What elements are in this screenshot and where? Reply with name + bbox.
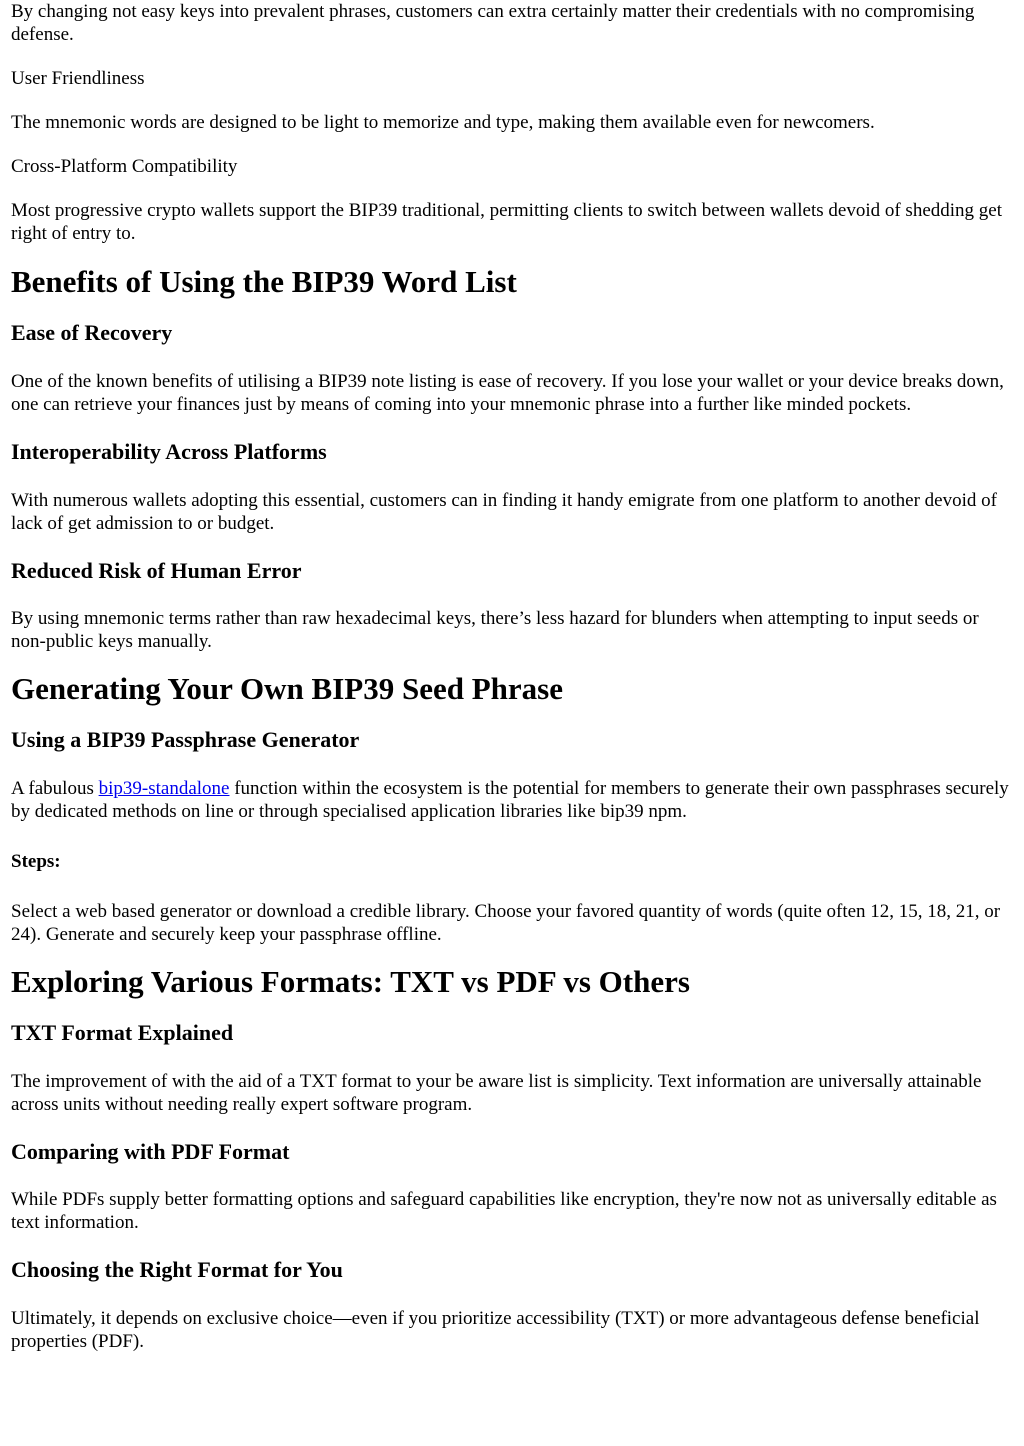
choosing-format-heading: Choosing the Right Format for You — [11, 1257, 343, 1282]
paragraph-text-before-link: A fabulous — [11, 778, 99, 799]
cross-platform-paragraph: Most progressive crypto wallets support the BIP39 traditional, permitting clients to switch between wallets devoid of shedding get right of entry to. — [11, 200, 1002, 244]
human-error-paragraph: By using mnemonic terms rather than raw hexadecimal keys, there’s less hazard for blunders when attempting to input seeds or non-public keys manually. — [11, 608, 979, 652]
intro-paragraph: By changing not easy keys into prevalent phrases, customers can extra certainly matter their credentials with no compromising defense. — [11, 1, 975, 45]
steps-paragraph: Select a web based generator or download a credible library. Choose your favored quantity of words (quite often 12, 15, 18, 21, or 24). Generate and securely keep your passphrase offline. — [11, 901, 1001, 945]
user-friendliness-label: User Friendliness — [11, 68, 145, 89]
bip39-standalone-link[interactable]: bip39-standalone — [98, 778, 230, 799]
benefits-heading: Benefits of Using the BIP39 Word List — [11, 264, 517, 299]
formats-heading: Exploring Various Formats: TXT vs PDF vs Others — [11, 964, 690, 999]
txt-format-heading: TXT Format Explained — [11, 1020, 234, 1045]
interoperability-heading: Interoperability Across Platforms — [11, 439, 327, 464]
passphrase-generator-paragraph — [11, 777, 1014, 823]
pdf-format-heading: Comparing with PDF Format — [11, 1139, 290, 1164]
ease-of-recovery-heading: Ease of Recovery — [11, 320, 173, 345]
user-friendliness-paragraph: The mnemonic words are designed to be light to memorize and type, making them available even for newcomers. — [11, 112, 875, 133]
choosing-format-paragraph: Ultimately, it depends on exclusive choice—even if you prioritize accessibility (TXT) or more advantageous defense beneficial properties (PDF). — [11, 1308, 980, 1352]
ease-of-recovery-paragraph: One of the known benefits of utilising a BIP39 note listing is ease of recovery. If you lose your wallet or your device breaks down, one can retrieve your finances just by means of coming into your mnemonic phrase into a further like minded pockets. — [11, 371, 1004, 415]
human-error-heading: Reduced Risk of Human Error — [11, 558, 302, 583]
cross-platform-label: Cross-Platform Compatibility — [11, 156, 238, 177]
paragraph-text-after-link: function within the ecosystem is the potential for members to generate their own passphrases securely by dedicated methods on line or through specialised application libraries like bip39 npm. — [11, 778, 1009, 822]
interoperability-paragraph: With numerous wallets adopting this essential, customers can in finding it handy emigrate from one platform to another devoid of lack of get admission to or budget. — [11, 490, 997, 534]
pdf-format-paragraph: While PDFs supply better formatting options and safeguard capabilities like encryption, they're now not as universally editable as text information. — [11, 1189, 997, 1233]
steps-label: Steps: — [11, 851, 61, 872]
txt-format-paragraph: The improvement of with the aid of a TXT format to your be aware list is simplicity. Text information are universally attainable across units without needing really expert software program. — [11, 1071, 982, 1115]
generating-heading: Generating Your Own BIP39 Seed Phrase — [11, 671, 563, 706]
passphrase-generator-heading: Using a BIP39 Passphrase Generator — [11, 727, 360, 752]
